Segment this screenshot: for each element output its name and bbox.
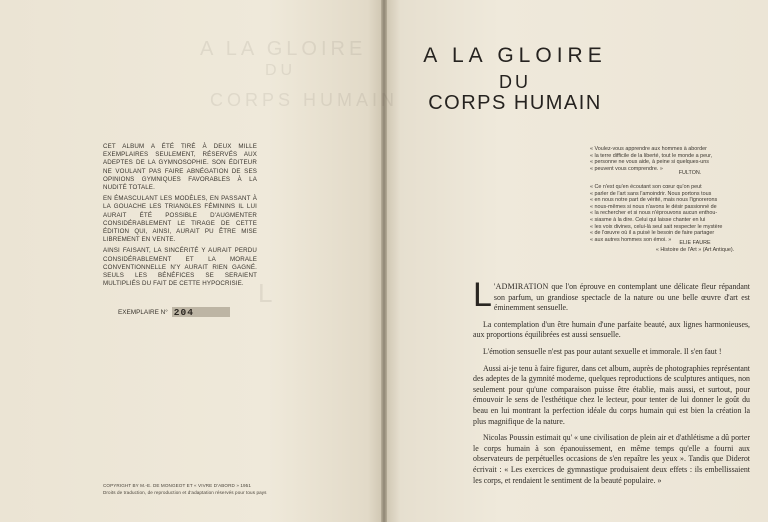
ghost-title-line1: A LA GLOIRE [200, 38, 367, 60]
body-text [473, 276, 750, 492]
ghost-title-line3: CORPS HUMAIN [210, 90, 399, 110]
notice-paragraph: CET ALBUM A ÉTÉ TIRÉ À DEUX MILLE EXEMPLAIRES SEULEMENT, RÉSERVÉS AUX ADEPTES DE LA GYMNOSOPHIE. SON ÉDITEUR NE VOULANT PAS FAIRE ABNÉGATION DE SES OPINIONS GYMNIQUES FAVORABLES À LA NUDITÉ TOTALE. [103, 143, 257, 192]
epigraph-line: « peuvent vous comprendre. » [590, 165, 663, 172]
notice-paragraph: EN ÉMASCULANT LES MODÈLES, EN PASSANT À LA GOUACHE LES TRIANGLES FÉMININS IL LUI AURAIT ÉTÉ POSSIBLE D'AUGMENTER CONSIDÉRABLEMENT LE TIRAGE DE CETTE ÉDITION QUI, AINSI, AURAIT PU ÊTRE MISE LIBREMENT EN VENTE. [103, 195, 257, 244]
book-gutter [381, 0, 387, 522]
epigraph-line: « siasme à la dire. Celui qui laisse chanter en lui [590, 216, 706, 223]
drop-cap: L [473, 276, 492, 314]
epigraph-line: « parler de l'art sans l'amoindrir. Nous portons tous [590, 190, 712, 197]
copy-number-label: EXEMPLAIRE N° [118, 308, 168, 316]
notice-paragraph: AINSI FAISANT, LA SINCÉRITÉ Y AURAIT PERDU CONSIDÉRABLEMENT ET LA MORALE CONVENTIONNELLE N'Y AURAIT RIEN GAGNÉ. SEULS LES BÉNÉFICES SE SERAIENT MULTIPLIÉS DU FAIT DE CETTE HYPOCRISIE. [103, 247, 257, 288]
paragraph-text: que l'on éprouve en contemplant une délicate fleur répandant son parfum, un grandiose spectacle de la nature ou une belle œuvre d'art est éminemment sensuelle. [493, 282, 750, 313]
copyright-notice [103, 482, 293, 496]
epigraph-source: « Histoire de l'Art » (Art Antique). [655, 246, 735, 253]
body-paragraph [473, 276, 750, 314]
copyright-line: COPYRIGHT BY M.-E. DE MONGEOT ET « VIVRE D'ABORD » 1951 [103, 483, 251, 488]
epigraph-line: « la terre difficile de la liberté, tout le monde a peur, [590, 152, 713, 159]
epigraph-line: « aux autres hommes son émoi. » [590, 236, 672, 243]
opening-word: 'ADMIRATION [493, 282, 549, 291]
epigraph-author-faure [640, 240, 750, 253]
epigraph-line: « en nous notre part de vérité, mais nous l'ignorerons [590, 197, 718, 204]
copy-number [118, 306, 238, 318]
epigraph-line: « la rechercher et si nous n'éprouvons aucun enthou- [590, 210, 718, 217]
title-line2: DU [499, 72, 531, 92]
epigraph-line: « Ce n'est qu'en écoutant son cœur qu'on peut [590, 184, 702, 190]
epigraph-faure [590, 184, 750, 243]
epigraph-fulton [590, 146, 750, 172]
edition-notice [103, 143, 257, 291]
title-line1: A LA GLOIRE [423, 44, 607, 67]
copy-number-value: 204 [172, 307, 230, 317]
body-paragraph: L'émotion sensuelle n'est pas pour autant sexuelle et immorale. Il s'en faut ! [483, 346, 722, 356]
copyright-line: Droits de traduction, de reproduction et d'adaptation réservés pour tous pays [103, 490, 267, 495]
epigraph-line: « de l'œuvre où il a puisé le besoin de faire partager [590, 230, 715, 237]
epigraph-line: « Voulez-vous apprendre aux hommes à aborder [590, 146, 707, 152]
epigraph-line: « personne ne vous aide, à peine si quelques-uns [590, 159, 709, 166]
epigraph-author-fulton: FULTON. [678, 170, 702, 176]
epigraph-line: « nous-mêmes si nous n'avons le désir passionné de [590, 203, 717, 210]
title-line3: CORPS HUMAIN [428, 92, 602, 114]
epigraph-line: « les voix divines, celui-là seul sait respecter le mystère [590, 223, 723, 230]
epigraph-author-name: ELIE FAURE [679, 240, 711, 246]
body-paragraph: Aussi ai-je tenu à faire figurer, dans cet album, auprès de photographies représentant des adeptes de la gymnité moderne, quelques reproductions de sculptures antiques, non seulement pour qu'une comparaison puisse être établie, mais aussi, et surtout, pour émouvoir le sens de l'esthétique chez le lecteur, pour tenter de lui donner le goût du beau en lui montrant la perfection idéale du corps humain qui est bien la création la plus magnifique de la nature. [473, 363, 750, 426]
ghost-title-line2: DU [265, 62, 297, 79]
ghost-dropcap: L [258, 278, 273, 308]
body-paragraph: La contemplation d'un être humain d'une parfaite beauté, aux lignes harmonieuses, aux proportions équilibrées est aussi sensuelle. [473, 319, 750, 340]
body-paragraph: Nicolas Poussin estimait qu' « une civilisation de plein air et d'athlétisme a dû porter le corps humain à son épanouissement, en même temps qu'elle a fourni aux observateurs de perpétuelles occasions de s'en repaître les yeux ». Tandis que Diderot écrivait : « Les exercices de gymnastique produisaient deux effets : ils embellissaient les corps, et rendaient le sentiment de la beauté populaire. » [473, 433, 750, 485]
